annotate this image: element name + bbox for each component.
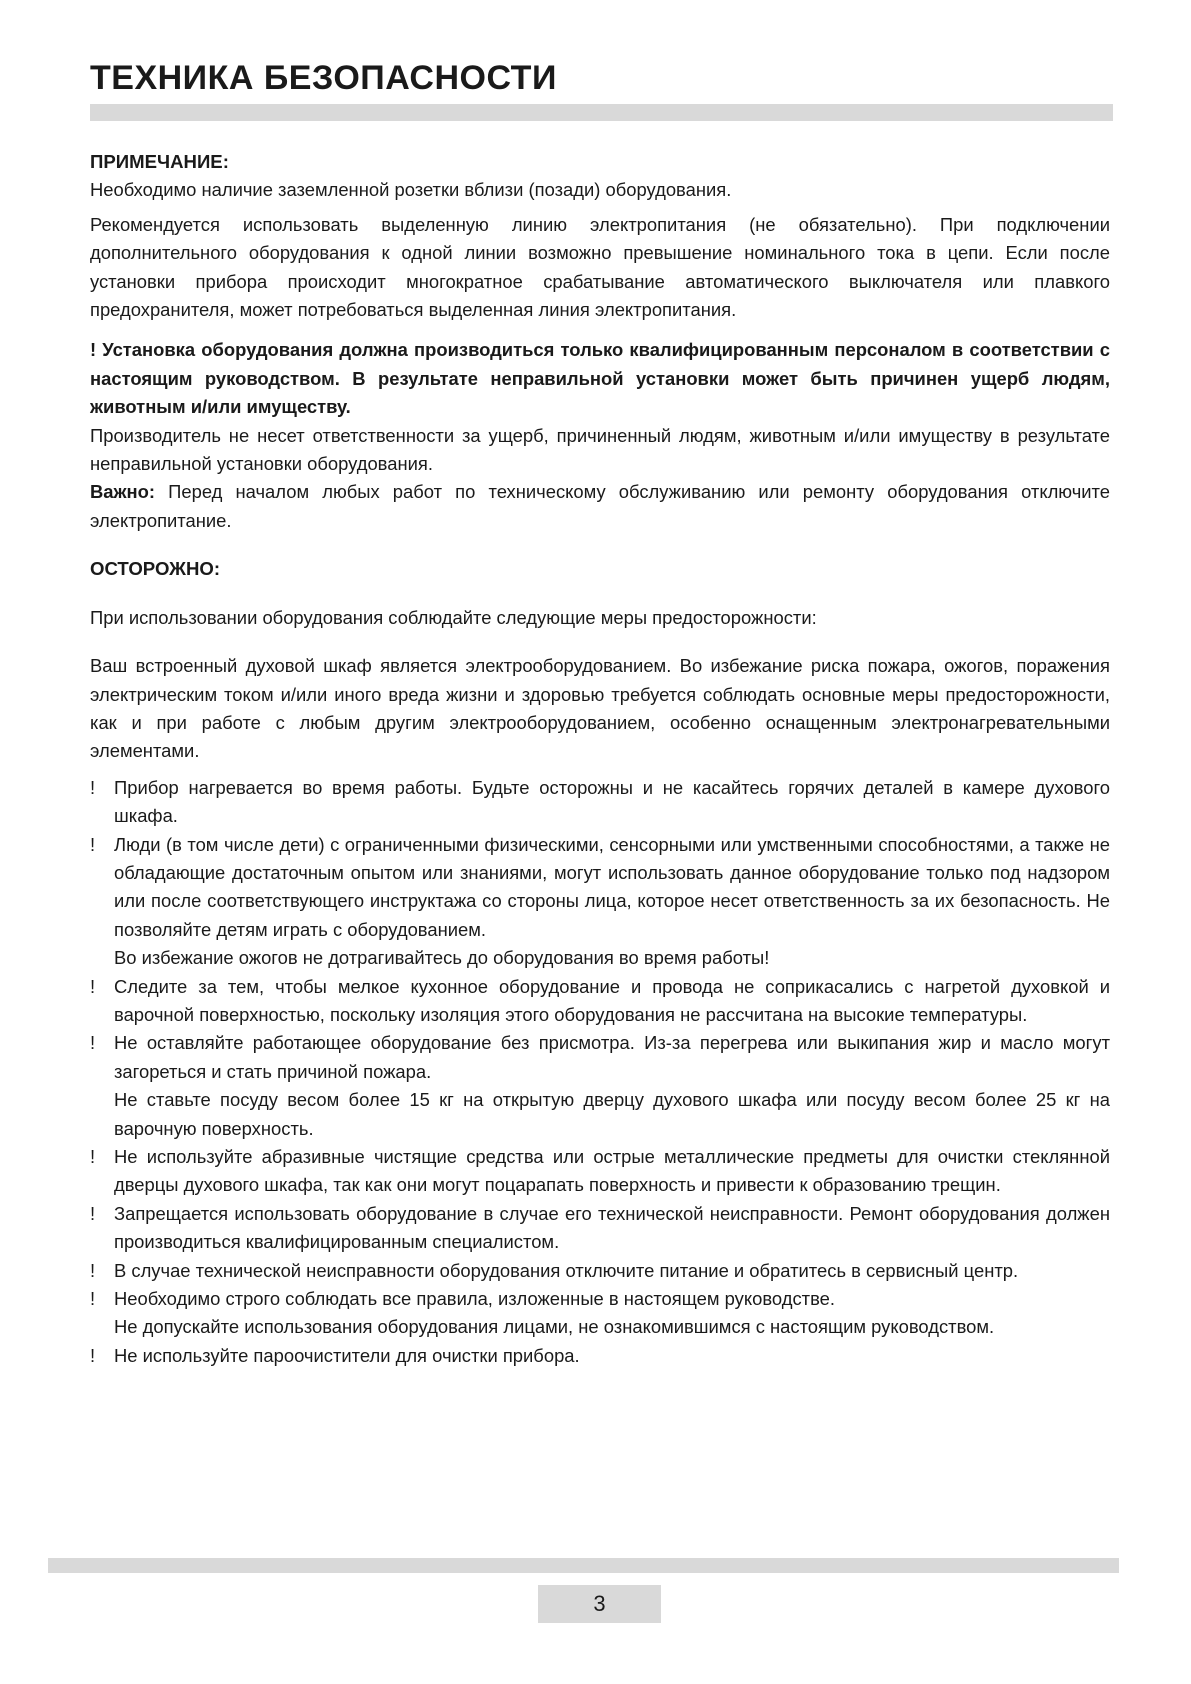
caution-item-text: В случае технической неисправности оборудования отключите питание и обратитесь в сервисный центр. — [114, 1259, 1019, 1281]
caution-item — [90, 1029, 1110, 1143]
caution-item-text: Прибор нагревается во время работы. Будьте осторожны и не касайтесь горячих деталей в камере духового шкафа. — [114, 776, 1110, 827]
exclamation-icon: ! — [90, 1259, 96, 1281]
note-heading: ПРИМЕЧАНИЕ: — [90, 151, 229, 172]
caution-item — [90, 1200, 1110, 1257]
caution-item — [90, 1342, 1110, 1370]
page-content — [90, 148, 1110, 1370]
important-text: Перед началом любых работ по техническому обслуживанию или ремонту оборудования отключите электропитание. — [90, 481, 1110, 531]
important-label: Важно: — [90, 481, 156, 503]
caution-item-text: Необходимо строго соблюдать все правила, изложенные в настоящем руководстве. — [114, 1288, 835, 1310]
caution-item — [90, 1257, 1110, 1285]
note-paragraph-3: Производитель не несет ответственности за ущерб, причиненный людям, животным и/или имуществу в результате неправильной установки оборудования. — [90, 424, 1110, 475]
caution-item — [90, 831, 1110, 973]
important-notice — [90, 478, 1110, 535]
caution-heading: ОСТОРОЖНО: — [90, 558, 221, 580]
exclamation-icon: ! — [90, 975, 96, 997]
exclamation-icon: ! — [90, 776, 96, 798]
exclamation-icon: ! — [90, 1146, 96, 1167]
caution-item-text: Люди (в том числе дети) с ограниченными физическими, сенсорными или умственными способностями, а также не обладающие достаточным опытом или знаниями, могут использовать данное оборудование только под надзором или после соответствующего инструктажа со стороны лица, которое несет ответственность за их безопасность. Не позволяйте детям играть с оборудованием. — [114, 833, 1110, 940]
footer-bar — [48, 1558, 1119, 1573]
caution-item-text: Не используйте абразивные чистящие средства или острые металлические предметы для очистки стеклянной дверцы духового шкафа, так как они могут поцарапать поверхность и привести к образованию трещин. — [114, 1146, 1110, 1196]
caution-item — [90, 973, 1110, 1030]
caution-item — [90, 774, 1110, 831]
caution-intro: При использовании оборудования соблюдайте следующие меры предосторожности: — [90, 606, 817, 628]
caution-item-text: Следите за тем, чтобы мелкое кухонное оборудование и провода не соприкасались с нагретой духовкой и варочной поверхностью, поскольку изоляция этого оборудования не рассчитана на высокие температуры. — [114, 975, 1110, 1025]
caution-item — [90, 1285, 1110, 1342]
exclamation-icon: ! — [90, 1344, 96, 1366]
note-paragraph-1: Необходимо наличие заземленной розетки вблизи (позади) оборудования. — [90, 179, 732, 201]
page-title: ТЕХНИКА БЕЗОПАСНОСТИ — [90, 59, 557, 97]
exclamation-icon: ! — [90, 1288, 96, 1310]
caution-item-extra: Не ставьте посуду весом более 15 кг на открытую дверцу духового шкафа или посуду весом более 25 кг на варочную поверхность. — [114, 1089, 1110, 1139]
caution-paragraph: Ваш встроенный духовой шкаф является электрооборудованием. Во избежание риска пожара, ожогов, поражения электрическим током и/или иного вреда жизни и здоровью требуется соблюдать основные меры предосторожности, как и при работе с любым другим электрооборудованием, особенно оснащенным электронагревательными элементами. — [90, 655, 1110, 762]
exclamation-icon: ! — [90, 1202, 96, 1224]
title-underline-bar — [90, 104, 1113, 121]
note-paragraph-2: Рекомендуется использовать выделенную линию электропитания (не обязательно). При подключении дополнительного оборудования к одной линии возможно превышение номинального тока в цепи. Если после установки прибора происходит многократное срабатывание автоматического выключателя или плавкого предохранителя, может потребоваться выделенная линия электропитания. — [90, 213, 1110, 321]
installation-warning: ! Установка оборудования должна производиться только квалифицированным персоналом в соответствии с настоящим руководством. В результате неправильной установки может быть причинен ущерб людям, животным и/или имуществу. — [90, 339, 1110, 418]
caution-item-text: Не оставляйте работающее оборудование без присмотра. Из-за перегрева или выкипания жир и масло могут загореться и стать причиной пожара. — [114, 1032, 1110, 1082]
caution-item-text: Не используйте пароочистители для очистки прибора. — [114, 1344, 580, 1366]
exclamation-icon: ! — [90, 1032, 96, 1054]
caution-item — [90, 1143, 1110, 1200]
caution-item-text: Запрещается использовать оборудование в случае его технической неисправности. Ремонт оборудования должен производиться квалифицированным специалистом. — [114, 1202, 1110, 1253]
caution-item-extra: Во избежание ожогов не дотрагивайтесь до оборудования во время работы! — [114, 947, 770, 969]
caution-item-extra: Не допускайте использования оборудования лицами, не ознакомившимся с настоящим руководством. — [114, 1316, 995, 1338]
exclamation-icon: ! — [90, 833, 96, 855]
page-number: 3 — [538, 1585, 661, 1623]
caution-list — [90, 774, 1110, 1371]
